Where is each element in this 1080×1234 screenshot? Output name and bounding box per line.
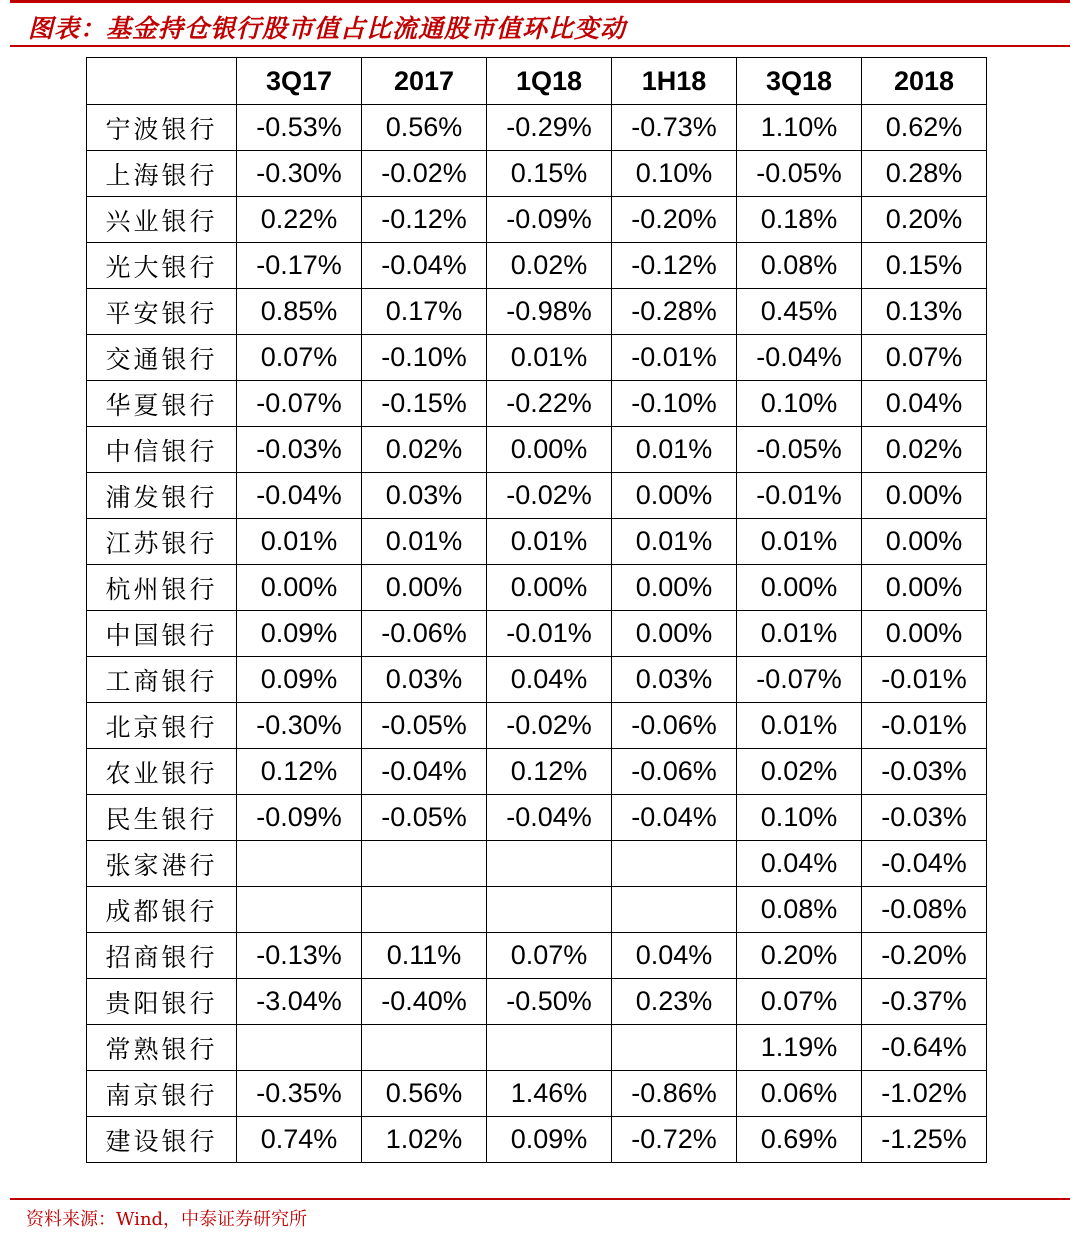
bank-name-cell: 张家港行 xyxy=(87,841,237,887)
value-cell: -0.02% xyxy=(487,703,612,749)
value-cell: -0.06% xyxy=(612,749,737,795)
value-cell: -0.30% xyxy=(237,151,362,197)
value-cell: 1.19% xyxy=(737,1025,862,1071)
value-cell xyxy=(487,1025,612,1071)
value-cell: 0.01% xyxy=(612,427,737,473)
value-cell xyxy=(237,1025,362,1071)
value-cell: -0.72% xyxy=(612,1117,737,1163)
value-cell: -0.20% xyxy=(612,197,737,243)
value-cell: -0.20% xyxy=(862,933,987,979)
value-cell: -0.06% xyxy=(362,611,487,657)
value-cell: 0.13% xyxy=(862,289,987,335)
value-cell: 0.00% xyxy=(612,565,737,611)
value-cell: -0.05% xyxy=(362,795,487,841)
value-cell: 0.56% xyxy=(362,1071,487,1117)
value-cell: 0.69% xyxy=(737,1117,862,1163)
table-row xyxy=(87,427,987,473)
value-cell: 0.07% xyxy=(237,335,362,381)
value-cell: 0.00% xyxy=(737,565,862,611)
bank-name-cell: 中国银行 xyxy=(87,611,237,657)
value-cell: -0.01% xyxy=(612,335,737,381)
table-row xyxy=(87,611,987,657)
value-cell: 0.18% xyxy=(737,197,862,243)
value-cell: 0.01% xyxy=(737,611,862,657)
table-row xyxy=(87,749,987,795)
value-cell: 0.20% xyxy=(737,933,862,979)
value-cell: -0.01% xyxy=(862,657,987,703)
value-cell: 0.11% xyxy=(362,933,487,979)
bank-name-cell: 成都银行 xyxy=(87,887,237,933)
value-cell: -0.04% xyxy=(737,335,862,381)
value-cell: -0.02% xyxy=(487,473,612,519)
value-cell: -0.13% xyxy=(237,933,362,979)
table-row xyxy=(87,1117,987,1163)
table-row xyxy=(87,335,987,381)
value-cell: 0.00% xyxy=(487,427,612,473)
value-cell: 0.00% xyxy=(237,565,362,611)
value-cell: 0.10% xyxy=(612,151,737,197)
value-cell: -0.04% xyxy=(237,473,362,519)
value-cell: 1.46% xyxy=(487,1071,612,1117)
table-row xyxy=(87,979,987,1025)
value-cell: 0.01% xyxy=(737,703,862,749)
value-cell: -0.08% xyxy=(862,887,987,933)
value-cell: 0.01% xyxy=(737,519,862,565)
value-cell: -0.05% xyxy=(362,703,487,749)
table-row xyxy=(87,657,987,703)
value-cell: 0.07% xyxy=(737,979,862,1025)
value-cell: 0.00% xyxy=(612,611,737,657)
value-cell: 0.00% xyxy=(862,611,987,657)
footer-divider xyxy=(10,1198,1070,1200)
table-row xyxy=(87,243,987,289)
value-cell: 0.09% xyxy=(487,1117,612,1163)
value-cell: 0.01% xyxy=(487,519,612,565)
value-cell: -0.04% xyxy=(612,795,737,841)
value-cell: -0.86% xyxy=(612,1071,737,1117)
value-cell: -0.01% xyxy=(737,473,862,519)
value-cell: 0.02% xyxy=(487,243,612,289)
column-header: 1H18 xyxy=(612,58,737,105)
value-cell: 0.04% xyxy=(737,841,862,887)
value-cell xyxy=(612,841,737,887)
value-cell: 0.00% xyxy=(612,473,737,519)
value-cell xyxy=(237,841,362,887)
value-cell: 0.02% xyxy=(737,749,862,795)
value-cell: 0.04% xyxy=(612,933,737,979)
table-row xyxy=(87,519,987,565)
value-cell: -0.03% xyxy=(237,427,362,473)
value-cell: 0.03% xyxy=(362,473,487,519)
value-cell: 0.08% xyxy=(737,243,862,289)
bank-name-cell: 交通银行 xyxy=(87,335,237,381)
table-row xyxy=(87,289,987,335)
value-cell: -0.03% xyxy=(862,795,987,841)
value-cell xyxy=(487,841,612,887)
value-cell: 0.02% xyxy=(362,427,487,473)
value-cell: 0.00% xyxy=(487,565,612,611)
title-bar xyxy=(10,0,1070,47)
value-cell: -0.28% xyxy=(612,289,737,335)
bank-name-cell: 华夏银行 xyxy=(87,381,237,427)
bank-name-cell: 民生银行 xyxy=(87,795,237,841)
bank-name-cell: 常熟银行 xyxy=(87,1025,237,1071)
value-cell: -0.37% xyxy=(862,979,987,1025)
table-row xyxy=(87,795,987,841)
value-cell: 0.12% xyxy=(237,749,362,795)
value-cell: -0.01% xyxy=(487,611,612,657)
value-cell: -0.09% xyxy=(237,795,362,841)
column-header: 1Q18 xyxy=(487,58,612,105)
value-cell xyxy=(362,841,487,887)
table-row xyxy=(87,841,987,887)
value-cell xyxy=(612,1025,737,1071)
bank-name-cell: 南京银行 xyxy=(87,1071,237,1117)
value-cell: -0.04% xyxy=(487,795,612,841)
value-cell xyxy=(362,887,487,933)
chart-title: 图表：基金持仓银行股市值占比流通股市值环比变动 xyxy=(28,14,627,43)
value-cell: 0.28% xyxy=(862,151,987,197)
value-cell: -0.30% xyxy=(237,703,362,749)
value-cell: 0.01% xyxy=(612,519,737,565)
value-cell: -0.04% xyxy=(362,243,487,289)
value-cell: 0.15% xyxy=(487,151,612,197)
value-cell: -0.12% xyxy=(612,243,737,289)
column-header: 3Q17 xyxy=(237,58,362,105)
value-cell: -0.07% xyxy=(737,657,862,703)
value-cell: -0.03% xyxy=(862,749,987,795)
bank-name-cell: 中信银行 xyxy=(87,427,237,473)
data-table xyxy=(86,57,987,1163)
value-cell xyxy=(612,887,737,933)
value-cell: -0.04% xyxy=(862,841,987,887)
bank-name-cell: 江苏银行 xyxy=(87,519,237,565)
table-row xyxy=(87,473,987,519)
table-row xyxy=(87,1025,987,1071)
value-cell: -0.01% xyxy=(862,703,987,749)
value-cell: -0.15% xyxy=(362,381,487,427)
value-cell: -0.98% xyxy=(487,289,612,335)
value-cell: 0.03% xyxy=(362,657,487,703)
value-cell: -0.53% xyxy=(237,105,362,151)
value-cell: 1.02% xyxy=(362,1117,487,1163)
value-cell: 0.12% xyxy=(487,749,612,795)
column-header: 2017 xyxy=(362,58,487,105)
value-cell: 0.09% xyxy=(237,611,362,657)
value-cell: -0.12% xyxy=(362,197,487,243)
bank-name-cell: 浦发银行 xyxy=(87,473,237,519)
value-cell: 0.00% xyxy=(362,565,487,611)
value-cell: 0.01% xyxy=(487,335,612,381)
value-cell: 0.10% xyxy=(737,381,862,427)
table-row xyxy=(87,887,987,933)
table-body xyxy=(87,105,987,1163)
value-cell: -0.06% xyxy=(612,703,737,749)
column-header: 3Q18 xyxy=(737,58,862,105)
value-cell: -0.05% xyxy=(737,151,862,197)
value-cell: 0.02% xyxy=(862,427,987,473)
value-cell: 0.07% xyxy=(487,933,612,979)
bank-name-cell: 上海银行 xyxy=(87,151,237,197)
table-row xyxy=(87,197,987,243)
value-cell: -3.04% xyxy=(237,979,362,1025)
value-cell: 0.20% xyxy=(862,197,987,243)
value-cell: -0.10% xyxy=(362,335,487,381)
bank-name-cell: 工商银行 xyxy=(87,657,237,703)
value-cell: -0.50% xyxy=(487,979,612,1025)
table-row xyxy=(87,1071,987,1117)
value-cell: 0.01% xyxy=(362,519,487,565)
bank-name-cell: 贵阳银行 xyxy=(87,979,237,1025)
value-cell: 0.74% xyxy=(237,1117,362,1163)
value-cell: -0.29% xyxy=(487,105,612,151)
value-cell: 0.00% xyxy=(862,519,987,565)
value-cell xyxy=(487,887,612,933)
value-cell: -0.07% xyxy=(237,381,362,427)
value-cell: -1.25% xyxy=(862,1117,987,1163)
value-cell xyxy=(362,1025,487,1071)
header-row xyxy=(87,58,987,105)
value-cell: -0.09% xyxy=(487,197,612,243)
value-cell: 0.07% xyxy=(862,335,987,381)
value-cell: 0.00% xyxy=(862,565,987,611)
bank-name-cell: 平安银行 xyxy=(87,289,237,335)
value-cell: -0.35% xyxy=(237,1071,362,1117)
value-cell: -0.02% xyxy=(362,151,487,197)
value-cell: 0.04% xyxy=(862,381,987,427)
value-cell: -0.40% xyxy=(362,979,487,1025)
bank-name-cell: 建设银行 xyxy=(87,1117,237,1163)
value-cell: 0.01% xyxy=(237,519,362,565)
value-cell: 0.23% xyxy=(612,979,737,1025)
value-cell: 0.15% xyxy=(862,243,987,289)
value-cell: -0.64% xyxy=(862,1025,987,1071)
value-cell: -0.17% xyxy=(237,243,362,289)
table-row xyxy=(87,381,987,427)
bank-name-cell: 光大银行 xyxy=(87,243,237,289)
value-cell: 0.04% xyxy=(487,657,612,703)
value-cell: 0.56% xyxy=(362,105,487,151)
value-cell: 0.85% xyxy=(237,289,362,335)
header-corner-cell xyxy=(87,58,237,105)
bank-name-cell: 兴业银行 xyxy=(87,197,237,243)
bank-name-cell: 农业银行 xyxy=(87,749,237,795)
bank-name-cell: 杭州银行 xyxy=(87,565,237,611)
value-cell: -0.73% xyxy=(612,105,737,151)
table-row xyxy=(87,933,987,979)
table-row xyxy=(87,105,987,151)
table-row xyxy=(87,703,987,749)
value-cell: 0.03% xyxy=(612,657,737,703)
value-cell: 0.45% xyxy=(737,289,862,335)
value-cell: 0.17% xyxy=(362,289,487,335)
source-note: 资料来源：Wind，中泰证券研究所 xyxy=(26,1209,308,1230)
table-container xyxy=(86,57,987,1163)
value-cell: -1.02% xyxy=(862,1071,987,1117)
value-cell: 1.10% xyxy=(737,105,862,151)
value-cell: -0.05% xyxy=(737,427,862,473)
value-cell: -0.10% xyxy=(612,381,737,427)
table-row xyxy=(87,565,987,611)
column-header: 2018 xyxy=(862,58,987,105)
value-cell xyxy=(237,887,362,933)
table-row xyxy=(87,151,987,197)
value-cell: 0.06% xyxy=(737,1071,862,1117)
value-cell: 0.22% xyxy=(237,197,362,243)
value-cell: 0.00% xyxy=(862,473,987,519)
value-cell: 0.08% xyxy=(737,887,862,933)
bank-name-cell: 招商银行 xyxy=(87,933,237,979)
value-cell: -0.22% xyxy=(487,381,612,427)
value-cell: -0.04% xyxy=(362,749,487,795)
bank-name-cell: 北京银行 xyxy=(87,703,237,749)
value-cell: 0.09% xyxy=(237,657,362,703)
value-cell: 0.10% xyxy=(737,795,862,841)
bank-name-cell: 宁波银行 xyxy=(87,105,237,151)
value-cell: 0.62% xyxy=(862,105,987,151)
